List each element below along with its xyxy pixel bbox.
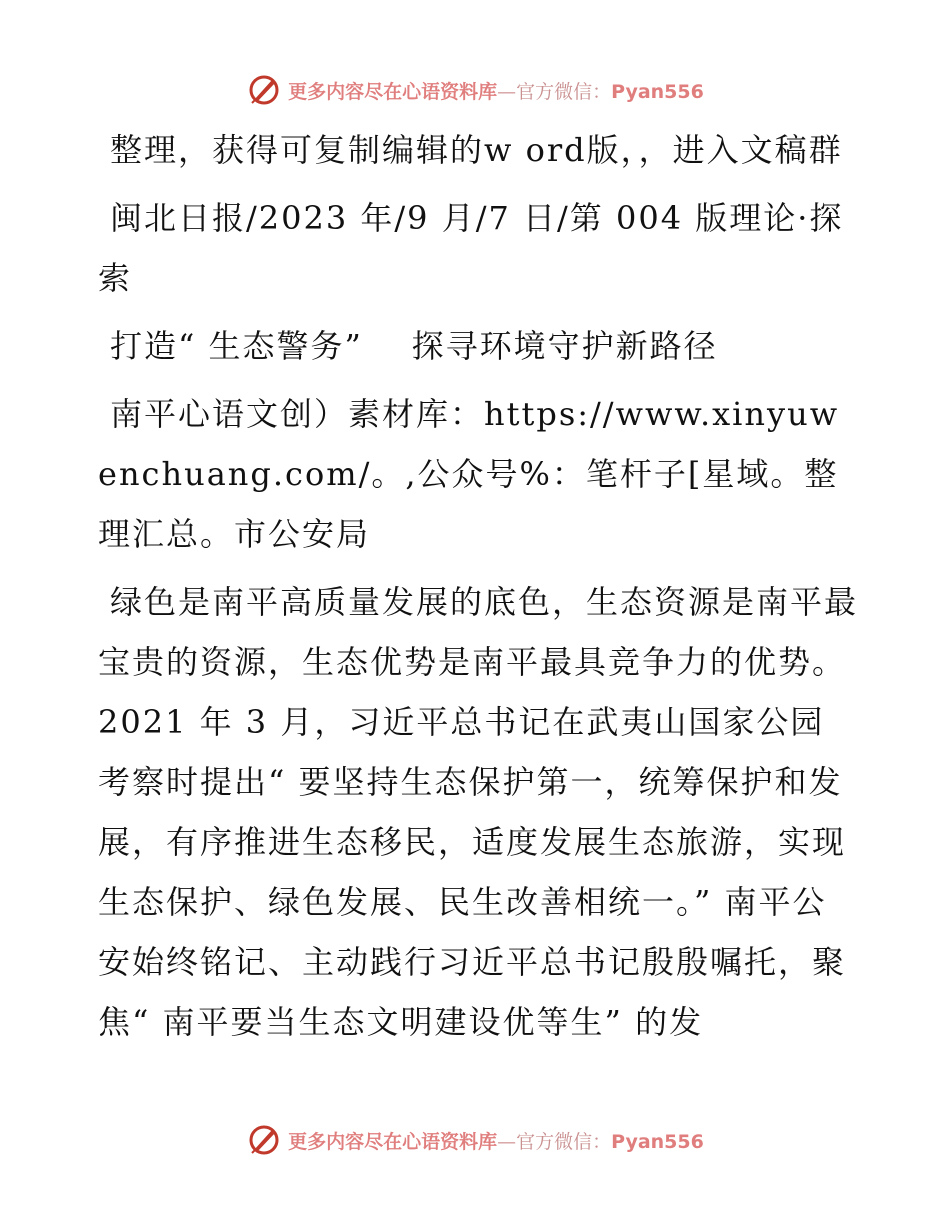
quill-circle-logo-icon [246,1122,282,1158]
article-title-text: 打造“ 生态警务” 探寻环境守护新路径 [110,327,718,365]
watermark-brand: 更多内容尽在心语资料库 [288,80,498,103]
article-title [98,316,858,376]
watermark-official: 官方微信： [516,1130,612,1153]
paragraph-body-text: 绿色是南平高质量发展的底色，生态资源是南平最宝贵的资源，生态优势是南平最具竞争力的优势。2021 年 3 月，习近平总书记在武夷山国家公园考察时提出“ 要坚持生态保护第一，统筹保护和发展，有序推进生态移民，适度发展生态旅游，实现生态保护、绿色发展、民生改善相统一。” 南平公安始终铭记、主动践行习近平总书记殷殷嘱托，聚焦“ 南平要当生态文明建设优等生” 的发 [98,583,859,1041]
quill-circle-logo-icon [246,72,282,108]
watermark-banner-bottom [0,1120,950,1160]
paragraph-body [98,572,858,1052]
watermark-dash: — [497,80,517,103]
watermark-banner-top [0,70,950,110]
paragraph-intro-text: 整理，获得可复制编辑的w ord版，，进入文稿群 [110,131,843,169]
paragraph-source-text: 闽北日报/2023 年/9 月/7 日/第 004 版理论·探索 [98,199,844,297]
paragraph-intro [98,120,858,180]
paragraph-source [98,188,858,308]
document-body [98,120,858,1052]
watermark-official: 官方微信： [516,80,612,103]
paragraph-material-text: 南平心语文创）素材库：https://www.xinyuwenchuang.com/。,公众号%：笔杆子[星域。整理汇总。市公安局 [98,395,840,553]
watermark-brand: 更多内容尽在心语资料库 [288,1130,498,1153]
watermark-dash: — [497,1130,517,1153]
paragraph-material [98,384,858,564]
watermark-text [288,77,704,104]
watermark-wechat-id: Pyan556 [611,1130,704,1153]
watermark-text [288,1127,704,1154]
watermark-wechat-id: Pyan556 [611,80,704,103]
